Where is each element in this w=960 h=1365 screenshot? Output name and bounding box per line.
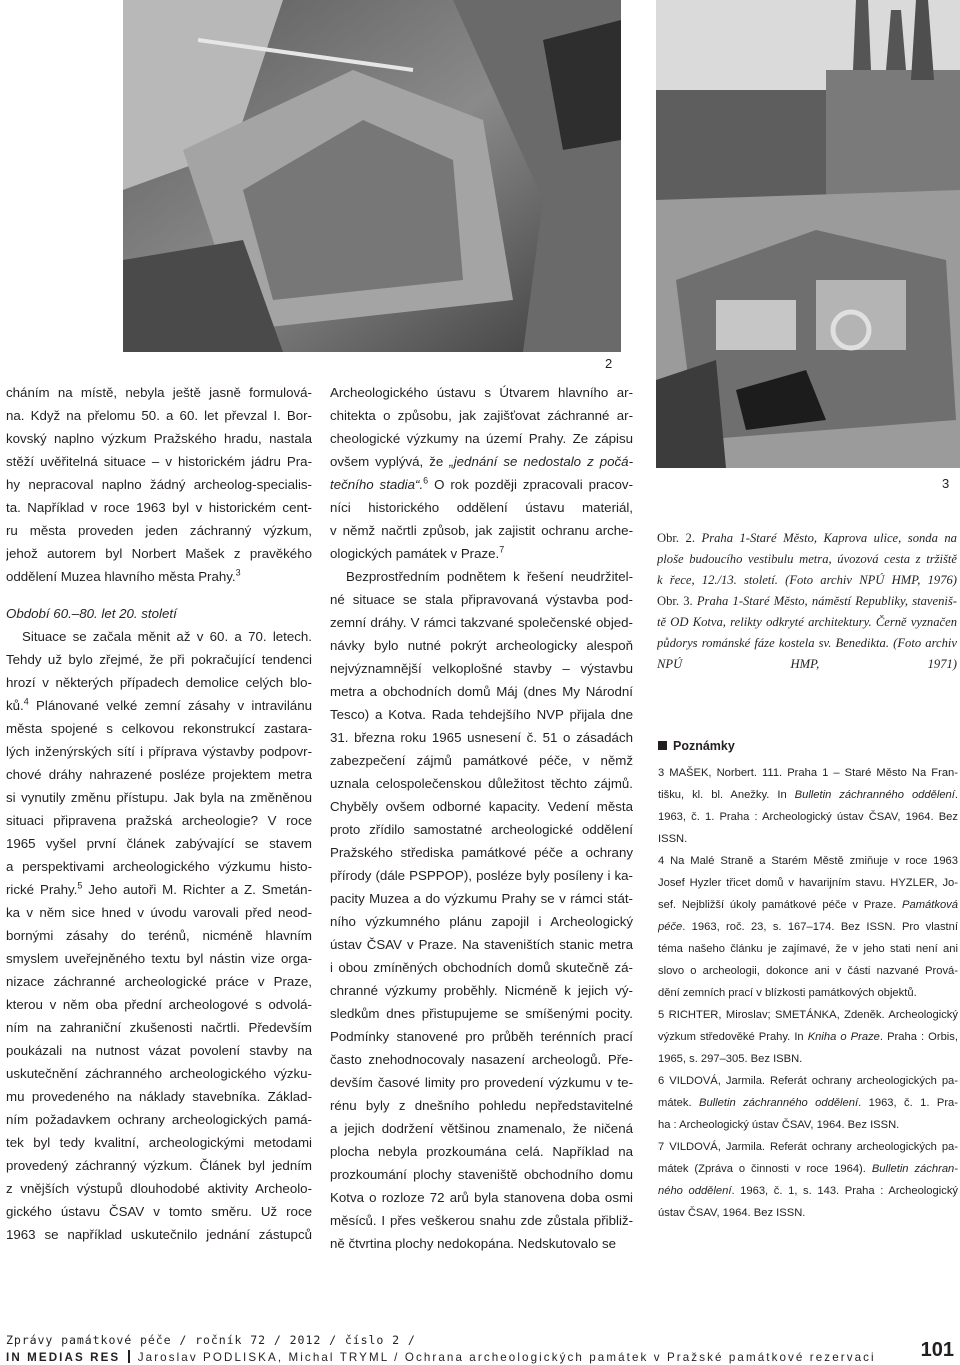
text-line: nejvýznamnější velkoplošné stavby – výstavbu	[330, 661, 633, 676]
caption-line: ploše budoucího vestibulu metra, úvozová cesta z tržiště	[657, 552, 957, 566]
text-line: pacity Muzea a do výzkumu Prahy se v rámci stát-	[330, 891, 633, 906]
text-line: uskutečnění záchranného archeologického výzku-	[6, 1066, 312, 1081]
note-line: mátek. Bulletin záchranného oddělení. 1963, č. 1. Pra-	[658, 1097, 958, 1109]
photo-construction-site-kotva	[656, 0, 960, 468]
note-line: téma našeho článku je zajímavé, že v jeho stati není ani	[658, 943, 958, 955]
text-line: Tesco) a Kotva. Rada tehdejšího NVP přijala dne	[330, 707, 633, 722]
note-line: ného oddělení. 1963, č. 1, s. 143. Praha : Archeologický	[658, 1185, 958, 1197]
text-line: Situace se začala měnit až v 60. a 70. letech.	[22, 629, 312, 644]
text-line: uznala celospolečenskou důležitost těchto zájmů.	[330, 776, 633, 791]
text-line: Archeologického ústavu s Útvarem hlavního ar-	[330, 385, 633, 400]
text-line: chitekta o způsobu, jak zajišťovat záchranné ar-	[330, 408, 633, 423]
divider	[128, 1350, 130, 1363]
text-line: měsíců. I přes veškerou snahu zde zůstala přibliž-	[330, 1213, 633, 1228]
text-line: provedený záchranný výzkum. Článek byl jedním	[6, 1158, 312, 1173]
text-line: a perspektivami archeologického výzkumu histo-	[6, 859, 312, 874]
footnote-ref-5: 5	[77, 880, 83, 891]
text-line: ologických památek v Praze.$^7$	[330, 544, 505, 561]
text-line: nizace záchranné archeologické práce v Praze,	[6, 974, 312, 989]
text-line: zemní dráhy. V rámci takzvané společenské objed-	[330, 615, 633, 630]
text-line: tečního stadia“.$^6$ O rok později zpracovali pracov-	[330, 475, 633, 492]
text-line: 31. března roku 1965 usnesení č. 51 o zásadách	[330, 730, 633, 745]
text-line: jehož autorem byl Norbert Mašek z pravěkého	[6, 546, 312, 561]
note-line: 7 VILDOVÁ, Jarmila. Referát ochrany archeologických pa-	[658, 1141, 958, 1153]
text-line: ním požadavkem ochrany archeologických pamá-	[6, 1112, 312, 1127]
text-line: i obou zmíněných obchodních domů skutečně zá-	[330, 960, 633, 975]
text-line: Bezprostředním podnětem k řešení neudržitel-	[346, 569, 633, 584]
note-line: dění zemních prací v blízkosti památkových objektů.	[658, 987, 917, 999]
text-line: kterou v něm oba přední archeologové s odvolá-	[6, 997, 312, 1012]
journal-info: Zprávy památkové péče / ročník 72 / 2012 / číslo 2 /	[6, 1333, 416, 1347]
square-bullet-icon	[658, 741, 667, 750]
text-line: ka v něm sice hned v úvodu varovali před neod-	[6, 905, 312, 920]
text-line: města spojené s celkovou rekonstrukcí zastara-	[6, 721, 312, 736]
notes-heading: Poznámky	[658, 739, 735, 753]
note-line: tišku, kl. bl. Anežky. In Bulletin záchranného oddělení.	[658, 789, 958, 801]
text-line: Podmínky stanovené pro průběh terénních prací	[330, 1029, 633, 1044]
text-line: níci historického oddělení ústavu materiál,	[330, 500, 633, 515]
text-line: Pražského střediska památkové péče a ochrany	[330, 845, 633, 860]
text-line: cheologické výzkumy na území Prahy. Ze zápisu	[330, 431, 633, 446]
section-name: IN MEDIAS RES	[6, 1351, 121, 1364]
photo-2-marker: 2	[605, 356, 613, 371]
text-line: ně čtvrtina plochy nedokopána. Nedskutovalo se	[330, 1236, 617, 1251]
text-line: hy nepracoval naplno žádný archeolog-specialis-	[6, 477, 312, 492]
text-line: metra a obchodních domů Máj (dnes My Národní	[330, 684, 633, 699]
text-line: Kotva o rozloze 72 arů byla stanovena doba osmi	[330, 1190, 633, 1205]
note-line: Josef Hyzler třicet domů v havarijním stavu. HYZLER, Jo-	[658, 877, 958, 889]
text-line: ru města proveden jeden záchranný výzkum,	[6, 523, 312, 538]
caption-line: tě OD Kotva, relikty odkryté architektury. Černě vyznačen	[657, 615, 957, 629]
footnotes	[658, 762, 958, 1224]
text-line: kovský naplno výzkum Pražského hradu, nastala	[6, 431, 312, 446]
text-line: prozkoumání plochy staveniště obchodního domu	[330, 1167, 633, 1182]
text-line: mu provedeného na náklady stavebníka. Základ-	[6, 1089, 312, 1104]
text-line: si vynutily změnu přístupu. Jak byla na změněnou	[6, 790, 312, 805]
text-line: z vnějších výstupů dlouhodobé aktivity Archeolo-	[6, 1181, 312, 1196]
text-line: chové dráhy nahrazené posléze projektem metra	[6, 767, 312, 782]
note-line: 6 VILDOVÁ, Jarmila. Referát ochrany archeologických pa-	[658, 1075, 958, 1087]
text-line: devším časové limity pro provedení výzkumu v te-	[330, 1075, 633, 1090]
text-line: bornými zásahy do terénů, nicméně hlavním	[6, 928, 312, 943]
caption-line: k řece, 12./13. století. (Foto archiv NPÚ HMP, 1976)	[657, 573, 957, 587]
text-line: tek byl tedy kvalitní, archeologickými metodami	[6, 1135, 312, 1150]
text-line: Chyběly ovšem odborné kapacity. Vedení města	[330, 799, 633, 814]
note-line: 3 MAŠEK, Norbert. 111. Praha 1 – Staré Město Na Fran-	[658, 767, 958, 779]
caption-label-obr3: Obr. 3.	[657, 594, 693, 608]
text-line: né situace se stala připravovaná výstavba pod-	[330, 592, 633, 607]
text-line: gického ústavu ČSAV v tomto směru. Už roce	[6, 1204, 312, 1219]
photo-3-marker: 3	[942, 476, 950, 491]
text-line: sledkům dnes přistupujeme se smíšenými pocity.	[330, 1006, 633, 1021]
text-line: oddělení Muzea hlavního města Prahy.$^3$	[6, 567, 241, 584]
footnote-ref-7: 7	[499, 544, 505, 555]
text-line: v němž načrtli způsob, jak zajistit ochranu arche-	[330, 523, 633, 538]
section-heading: Období 60.–80. let 20. století	[6, 606, 177, 621]
text-line: cháním na místě, nebyla ještě jasně formulová-	[6, 385, 312, 400]
article-authors-title: Jaroslav PODLISKA, Michal TRYML / Ochrana archeologických památek v Pražské památkové rezervaci	[137, 1351, 876, 1364]
caption-line: Obr. 2. Praha 1-Staré Město, Kaprova ulice, sonda na	[657, 531, 957, 545]
text-line: ním na zahraniční zkušenosti načrtli. Především	[6, 1020, 312, 1035]
note-line: ISSN.	[658, 833, 688, 845]
text-line: návky bylo nutné pokrýt archeologicky alespoň	[330, 638, 633, 653]
note-line: 4 Na Malé Straně a Starém Městě zmiňuje v roce 1963	[658, 855, 958, 867]
text-line: lých inženýrských sítí i příprava výstavby podpovr-	[6, 744, 312, 759]
note-line: sef. Nejbližší úkoly památkové péče v Praze. Památková	[658, 899, 958, 911]
text-line: chranné výzkumy proběhly. Nicméně k jejich vý-	[330, 983, 633, 998]
note-line: ústav ČSAV, 1964. Bez ISSN.	[658, 1207, 806, 1219]
note-line: 1963, č. 1. Praha : Archeologický ústav ČSAV, 1964. Bez	[658, 811, 958, 823]
text-line: Tehdy už bylo zřejmé, že při pokračující tendenci	[6, 652, 312, 667]
caption-line: NPÚ HMP, 1971)	[657, 657, 957, 671]
note-line: výzkum středověké Prahy. In Kniha o Praze. Praha : Orbis,	[658, 1031, 958, 1043]
note-line: mátek (Zpráva o činnosti v roce 1964). Bulletin záchran-	[658, 1163, 958, 1175]
article-info	[6, 1350, 876, 1364]
note-line: ha : Archeologický ústav ČSAV, 1964. Bez ISSN.	[658, 1119, 900, 1131]
note-line: slovo o archeologii, dokonce ani v části nazvané Prová-	[658, 965, 958, 977]
text-line: stěží uvěřitelná situace – v historickém jádru Pra-	[6, 454, 312, 469]
text-line: ta. Například v roce 1963 byl v historickém cent-	[6, 500, 312, 515]
text-line: často znehodnocovaly nasazení archeologů. Pře-	[330, 1052, 633, 1067]
text-line: ovšem vyplývá, že „jednání se nedostalo z počá-	[330, 454, 633, 469]
text-line: rické Prahy.$^5$ Jeho autoři M. Richter a Z. Smetán-	[6, 880, 312, 897]
text-line: 1963 se například uskutečnilo jednání zástupců	[6, 1227, 312, 1242]
text-line: zabezpečení zájmů památkové péče, v němž	[330, 753, 633, 768]
text-line: ního výzkumného plánu zapojil i Archeologický	[330, 914, 633, 929]
photo-excavation-trench	[123, 0, 621, 352]
text-line: proto zřídilo samostatné archeologické oddělení	[330, 822, 633, 837]
text-line: hrozí v některých případech demolice celých blo-	[6, 675, 312, 690]
text-line: plocha nebyla prozkoumána celá. Například na	[330, 1144, 633, 1159]
footnote-ref-3: 3	[235, 567, 241, 578]
note-line: 5 RICHTER, Miroslav; SMETÁNKA, Zdeněk. Archeologický	[658, 1009, 958, 1021]
text-column-2	[330, 381, 633, 1255]
text-column-1	[6, 381, 312, 1246]
caption-line: Obr. 3. Praha 1-Staré Město, náměstí Republiky, staveniš-	[657, 594, 957, 608]
text-line: ústav ČSAV v Praze. Na staveništích stanic metra	[330, 937, 633, 952]
caption-label-obr2: Obr. 2.	[657, 531, 695, 545]
text-line: přírody (dále PSPPOP), posléze byly posíleny i ka-	[330, 868, 633, 883]
text-line: a jejich dodržení většinou znamenalo, že ničená	[330, 1121, 633, 1136]
text-line: rénu byly z dnešního pohledu nepředstavitelné	[330, 1098, 633, 1113]
text-line: poukázali na nutnost vázat povolení stavby na	[6, 1043, 312, 1058]
text-line: 1965 vyšel první článek zabývající se stavem	[6, 836, 312, 851]
caption-line: půdorys románské fáze kostela sv. Benedikta. (Foto archiv	[657, 636, 957, 650]
footnote-ref-6: 6	[423, 475, 429, 486]
note-line: 1965, s. 297–305. Bez ISBN.	[658, 1053, 803, 1065]
page-number: 101	[920, 1339, 954, 1361]
text-line: na. Když na přelomu 50. a 60. let převzal I. Bor-	[6, 408, 312, 423]
text-line: situaci připravena pražská archeologie? V roce	[6, 813, 312, 828]
text-line: smyslem uveřejněného textu byl nástin vize orga-	[6, 951, 312, 966]
text-line: ků.$^4$ Plánované velké zemní zásahy v intravilánu	[6, 696, 312, 713]
photo-captions	[657, 528, 957, 675]
footnote-ref-4: 4	[23, 696, 29, 707]
note-line: péče. 1963, roč. 23, s. 167–174. Bez ISSN. Pro vlastní	[658, 921, 958, 933]
